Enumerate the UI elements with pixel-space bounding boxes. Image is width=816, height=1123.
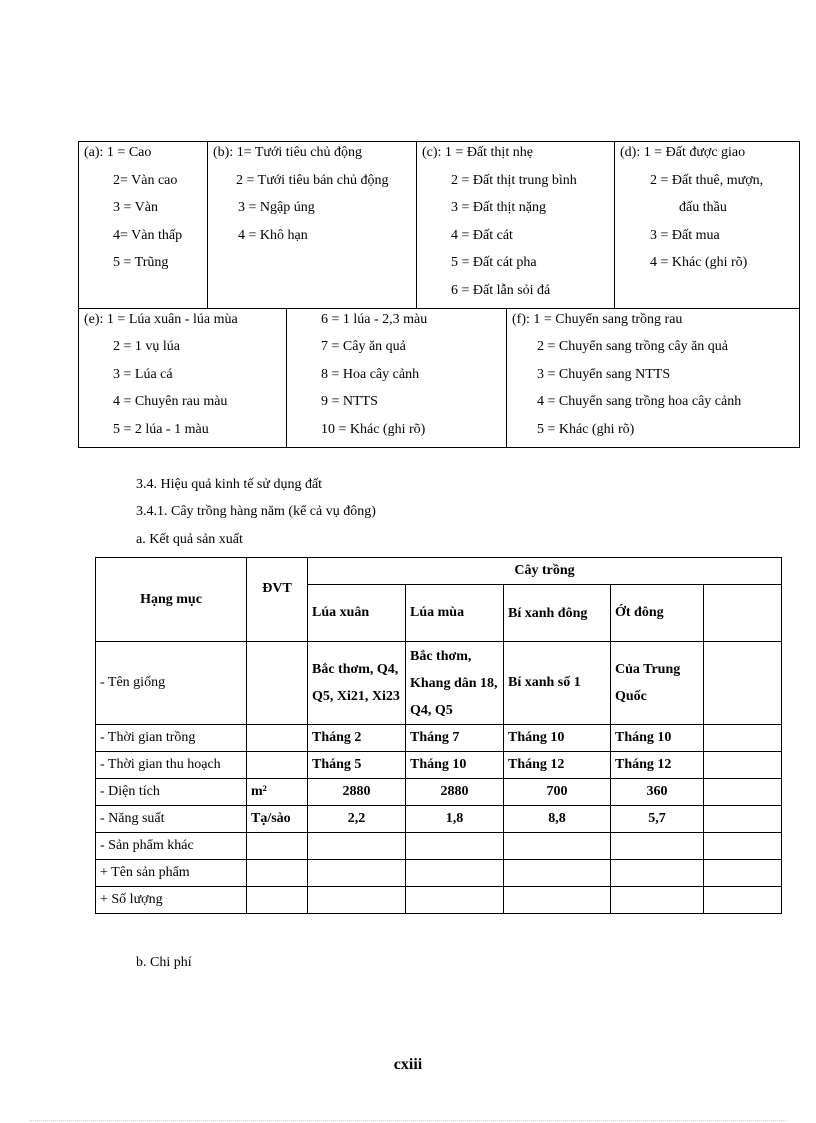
legend-c-line: (c): 1 = Đất thịt nhẹ (422, 145, 533, 160)
legend-f-line: 4 = Chuyển sang trồng hoa cây cảnh (537, 394, 742, 410)
legend-cell-c (417, 142, 615, 309)
legend-e2-line: 7 = Cây ăn quả (321, 339, 406, 355)
value-cell (704, 725, 782, 752)
legend-c-line: 2 = Đất thịt trung bình (451, 172, 577, 188)
header-crop-bi-xanh: Bí xanh đông (504, 585, 611, 642)
header-unit: ĐVT (247, 558, 308, 642)
variety-cell: Bí xanh số 1 (504, 642, 611, 725)
legend-cell-e1 (79, 308, 287, 447)
page-number: cxiii (393, 1056, 423, 1073)
value-cell: Tháng 10 (611, 725, 704, 752)
legend-e1-line: 3 = Lúa cá (113, 366, 173, 382)
header-crop-ot-dong: Ớt đông (611, 585, 704, 642)
legend-e2-line: 6 = 1 lúa - 2,3 màu (321, 311, 428, 327)
legend-cell-f (507, 308, 800, 447)
value-cell: Tháng 2 (308, 725, 406, 752)
value-cell: 8,8 (504, 806, 611, 833)
variety-cell (704, 642, 782, 725)
row-label: - Năng suất (96, 806, 247, 833)
value-cell: Tháng 10 (504, 725, 611, 752)
row-label: - Tên giống (96, 642, 247, 725)
row-label: + Tên sản phẩm (96, 860, 247, 887)
section-heading-3-4: 3.4. Hiệu quả kinh tế sử dụng đất (136, 477, 323, 492)
table-row (96, 833, 782, 860)
legend-e2-line: 10 = Khác (ghi rõ) (321, 421, 426, 437)
legend-d-line: 2 = Đất thuê, mượn, (650, 172, 764, 188)
legend-d-line: 4 = Khác (ghi rõ) (650, 255, 748, 271)
value-cell (308, 833, 406, 860)
value-cell (704, 752, 782, 779)
header-crop-lua-mua: Lúa mùa (406, 585, 504, 642)
legend-row-2 (79, 308, 800, 447)
value-cell: Tháng 12 (611, 752, 704, 779)
legend-f-line: (f): 1 = Chuyển sang trồng rau (512, 311, 683, 327)
value-cell (704, 779, 782, 806)
value-cell: 1,8 (406, 806, 504, 833)
legend-table (78, 141, 800, 448)
legend-b-line: 2 = Tưới tiêu bán chủ động (236, 172, 389, 188)
table-row (96, 725, 782, 752)
variety-cell: Bắc thơm, Q4, Q5, Xi21, Xi23 (308, 642, 406, 725)
row-label: - Diện tích (96, 779, 247, 806)
legend-f-line: 5 = Khác (ghi rõ) (537, 421, 635, 437)
value-cell: 2,2 (308, 806, 406, 833)
row-unit (247, 725, 308, 752)
value-cell (406, 860, 504, 887)
value-cell (406, 887, 504, 914)
value-cell: 360 (611, 779, 704, 806)
legend-a-line: 4= Vàn thấp (113, 227, 183, 243)
legend-f-line: 3 = Chuyển sang NTTS (537, 366, 671, 382)
legend-cell-d (615, 142, 800, 309)
value-cell (704, 860, 782, 887)
legend-c-line: 4 = Đất cát (451, 227, 513, 243)
value-cell: 5,7 (611, 806, 704, 833)
header-crop-empty (704, 585, 782, 642)
table-row (96, 860, 782, 887)
legend-d-line: đấu thầu (679, 200, 727, 216)
value-cell (308, 860, 406, 887)
row-unit (247, 860, 308, 887)
section-heading-b: b. Chi phí (136, 955, 192, 970)
row-unit (247, 752, 308, 779)
row-unit: Tạ/sào (247, 806, 308, 833)
header-crop-group: Cây trồng (308, 558, 782, 585)
value-cell (704, 806, 782, 833)
variety-cell: Của Trung Quốc (611, 642, 704, 725)
value-cell (611, 887, 704, 914)
legend-e1-line: 4 = Chuyên rau màu (113, 394, 228, 410)
value-cell (704, 833, 782, 860)
value-cell: Tháng 5 (308, 752, 406, 779)
legend-e2-line: 9 = NTTS (321, 394, 378, 410)
legend-cell-e2 (287, 308, 507, 447)
section-heading-a: a. Kết quả sản xuất (136, 532, 243, 547)
legend-e1-line: 2 = 1 vụ lúa (113, 339, 180, 355)
value-cell (611, 860, 704, 887)
legend-e1-line: 5 = 2 lúa - 1 màu (113, 421, 209, 437)
legend-cell-a (79, 142, 208, 309)
section-heading-3-4-1: 3.4.1. Cây trồng hàng năm (kể cả vụ đông) (136, 504, 376, 519)
row-unit (247, 642, 308, 725)
legend-d-line: 3 = Đất mua (650, 227, 720, 243)
table-row (96, 806, 782, 833)
row-label: + Số lượng (96, 887, 247, 914)
value-cell: 700 (504, 779, 611, 806)
value-cell: 2880 (308, 779, 406, 806)
legend-b-line: 3 = Ngập úng (238, 200, 315, 216)
value-cell: Tháng 12 (504, 752, 611, 779)
header-category: Hạng mục (96, 558, 247, 642)
table-row (96, 779, 782, 806)
legend-row-1 (79, 142, 800, 309)
value-cell (504, 860, 611, 887)
value-cell (704, 887, 782, 914)
value-cell (504, 833, 611, 860)
value-cell: Tháng 10 (406, 752, 504, 779)
table-row (96, 887, 782, 914)
legend-a-line: 2= Vàn cao (113, 172, 178, 188)
header-crop-lua-xuan: Lúa xuân (308, 585, 406, 642)
row-unit: m² (247, 779, 308, 806)
legend-f-line: 2 = Chuyển sang trồng cây ăn quả (537, 339, 729, 355)
header-row-1 (96, 558, 782, 585)
legend-b-line: 4 = Khô hạn (238, 227, 308, 243)
row-label: - Sản phẩm khác (96, 833, 247, 860)
row-label: - Thời gian trồng (96, 725, 247, 752)
value-cell (611, 833, 704, 860)
legend-c-line: 3 = Đất thịt nặng (451, 200, 546, 216)
legend-e2-line: 8 = Hoa cây cảnh (321, 366, 420, 382)
variety-cell: Bắc thơm, Khang dân 18, Q4, Q5 (406, 642, 504, 725)
value-cell (308, 887, 406, 914)
legend-c-line: 5 = Đất cát pha (451, 255, 537, 271)
value-cell (504, 887, 611, 914)
page-bottom-divider (30, 1120, 786, 1121)
legend-d-line: (d): 1 = Đất được giao (620, 145, 746, 160)
legend-cell-b (208, 142, 417, 309)
table-row (96, 752, 782, 779)
value-cell: Tháng 7 (406, 725, 504, 752)
value-cell: 2880 (406, 779, 504, 806)
legend-a-line: 5 = Trũng (113, 255, 169, 271)
legend-a-line: (a): 1 = Cao (84, 145, 152, 160)
legend-c-line: 6 = Đất lẫn sỏi đá (451, 282, 551, 298)
row-unit (247, 887, 308, 914)
legend-b-line: (b): 1= Tưới tiêu chủ động (213, 145, 362, 160)
legend-e1-line: (e): 1 = Lúa xuân - lúa mùa (84, 311, 238, 327)
table-row-variety (96, 642, 782, 725)
legend-a-line: 3 = Vàn (113, 200, 158, 216)
value-cell (406, 833, 504, 860)
row-label: - Thời gian thu hoạch (96, 752, 247, 779)
row-unit (247, 833, 308, 860)
production-results-table (95, 557, 782, 914)
